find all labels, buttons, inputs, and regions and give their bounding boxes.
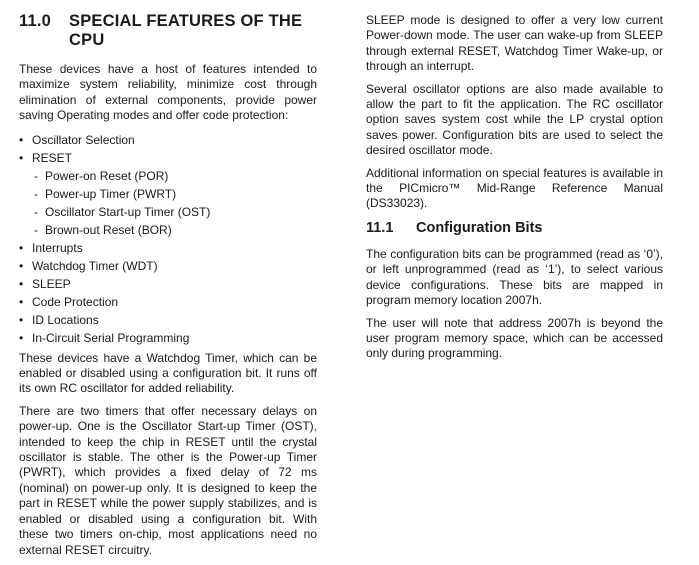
feature-list [19, 131, 317, 347]
feature-item [19, 293, 317, 311]
feature-label: ID Locations [32, 312, 99, 327]
feature-item [19, 275, 317, 293]
timers-paragraph: There are two timers that offer necessary delays on power-up. One is the Oscillator Start-up Timer (OST), intended to keep the chip in RESET until the crystal oscillator is stable. The other is the Power-up Timer (PWRT), which provides a fixed delay of 72 ms (nominal) on power-up only. It is designed to keep the part in RESET while the power supply stabilizes, and is enabled or disabled using a configuration bit. With these two timers on-chip, most applications need no external RESET circuitry. [19, 403, 317, 557]
oscillator-paragraph: Several oscillator options are also made available to allow the part to fit the application. The RC oscillator option saves system cost while the LP crystal option saves power. Configuration bits are used to select the desired oscillator mode. [366, 81, 663, 158]
feature-item [19, 239, 317, 257]
feature-item [19, 257, 317, 275]
left-column [19, 0, 317, 565]
feature-item [19, 149, 317, 239]
subsection-heading [366, 219, 663, 237]
subsection-number: 11.1 [366, 219, 394, 236]
address-note-paragraph: The user will note that address 2007h is beyond the user program memory space, which can be accessed only during programming. [366, 315, 663, 361]
feature-item [19, 329, 317, 347]
feature-label: Watchdog Timer (WDT) [32, 258, 158, 273]
config-bits-paragraph: The configuration bits can be programmed (read as ‘0’), or left unprogrammed (read as ‘1’), to select various device configurations. These bits are mapped in program memory location 2007h. [366, 246, 663, 308]
wdt-paragraph: These devices have a Watchdog Timer, which can be enabled or disabled using a configuration bit. It runs off its own RC oscillator for added reliability. [19, 350, 317, 396]
feature-item [19, 131, 317, 149]
feature-label: Code Protection [32, 294, 119, 309]
feature-label: In-Circuit Serial Programming [32, 330, 190, 345]
reset-sub-item: - Power-on Reset (POR) [34, 167, 317, 185]
subsection-title: Configuration Bits [416, 219, 543, 236]
reset-sub-item: - Power-up Timer (PWRT) [34, 185, 317, 203]
reset-sub-item: - Brown-out Reset (BOR) [34, 221, 317, 239]
additional-info-paragraph: Additional information on special features is available in the PICmicro™ Mid-Range Reference Manual (DS33023). [366, 165, 663, 211]
sleep-paragraph: SLEEP mode is designed to offer a very low current Power-down mode. The user can wake-up from SLEEP through external RESET, Watchdog Timer Wake-up, or through an interrupt. [366, 13, 663, 74]
feature-label: SLEEP [32, 276, 71, 291]
right-column [366, 0, 663, 369]
section-number: 11.0 [19, 12, 52, 30]
feature-label: Interrupts [32, 240, 83, 255]
feature-item [19, 311, 317, 329]
section-heading [19, 12, 317, 50]
feature-label: RESET [32, 150, 73, 165]
section-title: SPECIAL FEATURES OF THE CPU [69, 12, 303, 49]
reset-sub-item: - Oscillator Start-up Timer (OST) [34, 203, 317, 221]
intro-paragraph: These devices have a host of features intended to maximize system reliability, minimize cost through elimination of external components, provide power saving Operating modes and offer code protection: [19, 62, 317, 123]
reset-sub-list [32, 167, 317, 239]
feature-label: Oscillator Selection [32, 132, 135, 147]
